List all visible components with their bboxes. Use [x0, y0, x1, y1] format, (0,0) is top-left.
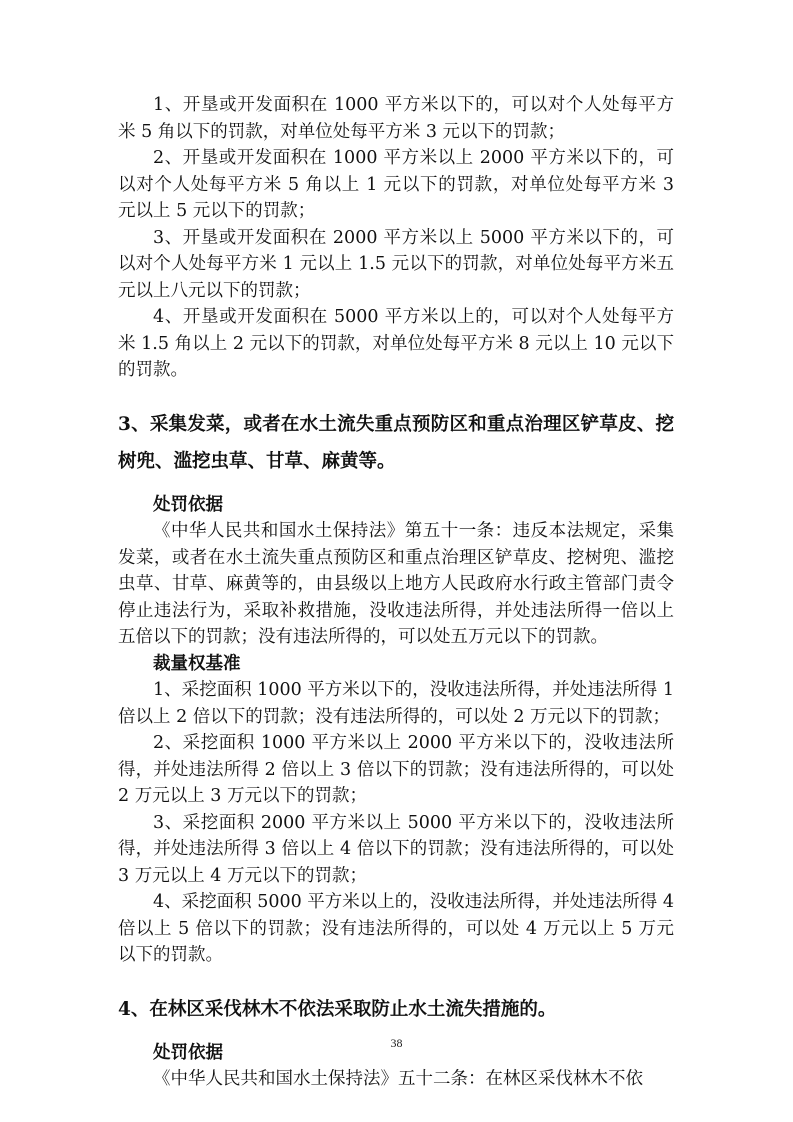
section2-item-2: 2、开垦或开发面积在 1000 平方米以上 2000 平方米以下的，可以对个人处每平方米 5 角以上 1 元以下的罚款，对单位处每平方米 3 元以上 5 元以下的罚款；: [118, 148, 674, 221]
page-number: 38: [390, 1036, 403, 1050]
section3-basis-text: 《中华人民共和国水土保持法》第五十一条：违反本法规定，采集发菜，或者在水土流失重点预防区和重点治理区铲草皮、挖树兜、滥挖虫草、甘草、麻黄等的，由县级以上地方人民政府水行政主管部门责令停止违法行为，采取补救措施，没收违法所得，并处违法所得一倍以上五倍以下的罚款；没有违法所得的，可以处五万元以下的罚款。: [118, 521, 674, 647]
section3-heading: 3、采集发菜，或者在水土流失重点预防区和重点治理区铲草皮、挖树兜、滥挖虫草、甘草、麻黄等。: [118, 413, 674, 472]
section3-item-1: 1、采挖面积 1000 平方米以下的，没收违法所得，并处违法所得 1 倍以上 2 倍以下的罚款；没有违法所得的，可以处 2 万元以下的罚款；: [118, 680, 674, 727]
section3-standard-label: 裁量权基准: [153, 653, 241, 674]
section4-basis-text: 《中华人民共和国水土保持法》五十二条：在林区采伐林木不依: [153, 1069, 643, 1089]
section3-basis-label: 处罚依据: [153, 494, 223, 515]
section3-item-4: 4、采挖面积 5000 平方米以上的，没收违法所得，并处违法所得 4 倍以上 5 倍以下的罚款；没有违法所得的，可以处 4 万元以上 5 万元以下的罚款。: [118, 892, 674, 965]
section4-heading: 4、在林区采伐林木不依法采取防止水土流失措施的。: [118, 998, 557, 1020]
section2-item-3: 3、开垦或开发面积在 2000 平方米以上 5000 平方米以下的，可以对个人处每平方米 1 元以上 1.5 元以下的罚款，对单位处每平方米五元以上八元以下的罚款；: [118, 227, 674, 301]
section4-basis-label: 处罚依据: [153, 1042, 223, 1063]
section3-item-2: 2、采挖面积 1000 平方米以上 2000 平方米以下的，没收违法所得，并处违法所得 2 倍以上 3 倍以下的罚款；没有违法所得的，可以处 2 万元以上 3 万元以下的罚款；: [118, 733, 674, 806]
section2-item-4: 4、开垦或开发面积在 5000 平方米以上的，可以对个人处每平方米 1.5 角以上 2 元以下的罚款，对单位处每平方米 8 元以上 10 元以下的罚款。: [118, 307, 674, 380]
section2-item-1: 1、开垦或开发面积在 1000 平方米以下的，可以对个人处每平方米 5 角以下的罚款，对单位处每平方米 3 元以下的罚款；: [118, 95, 674, 142]
section3-item-3: 3、采挖面积 2000 平方米以上 5000 平方米以下的，没收违法所得，并处违法所得 3 倍以上 4 倍以下的罚款；没有违法所得的，可以处 3 万元以上 4 万元以下的罚款；: [118, 812, 674, 886]
document-page: [118, 92, 674, 1093]
